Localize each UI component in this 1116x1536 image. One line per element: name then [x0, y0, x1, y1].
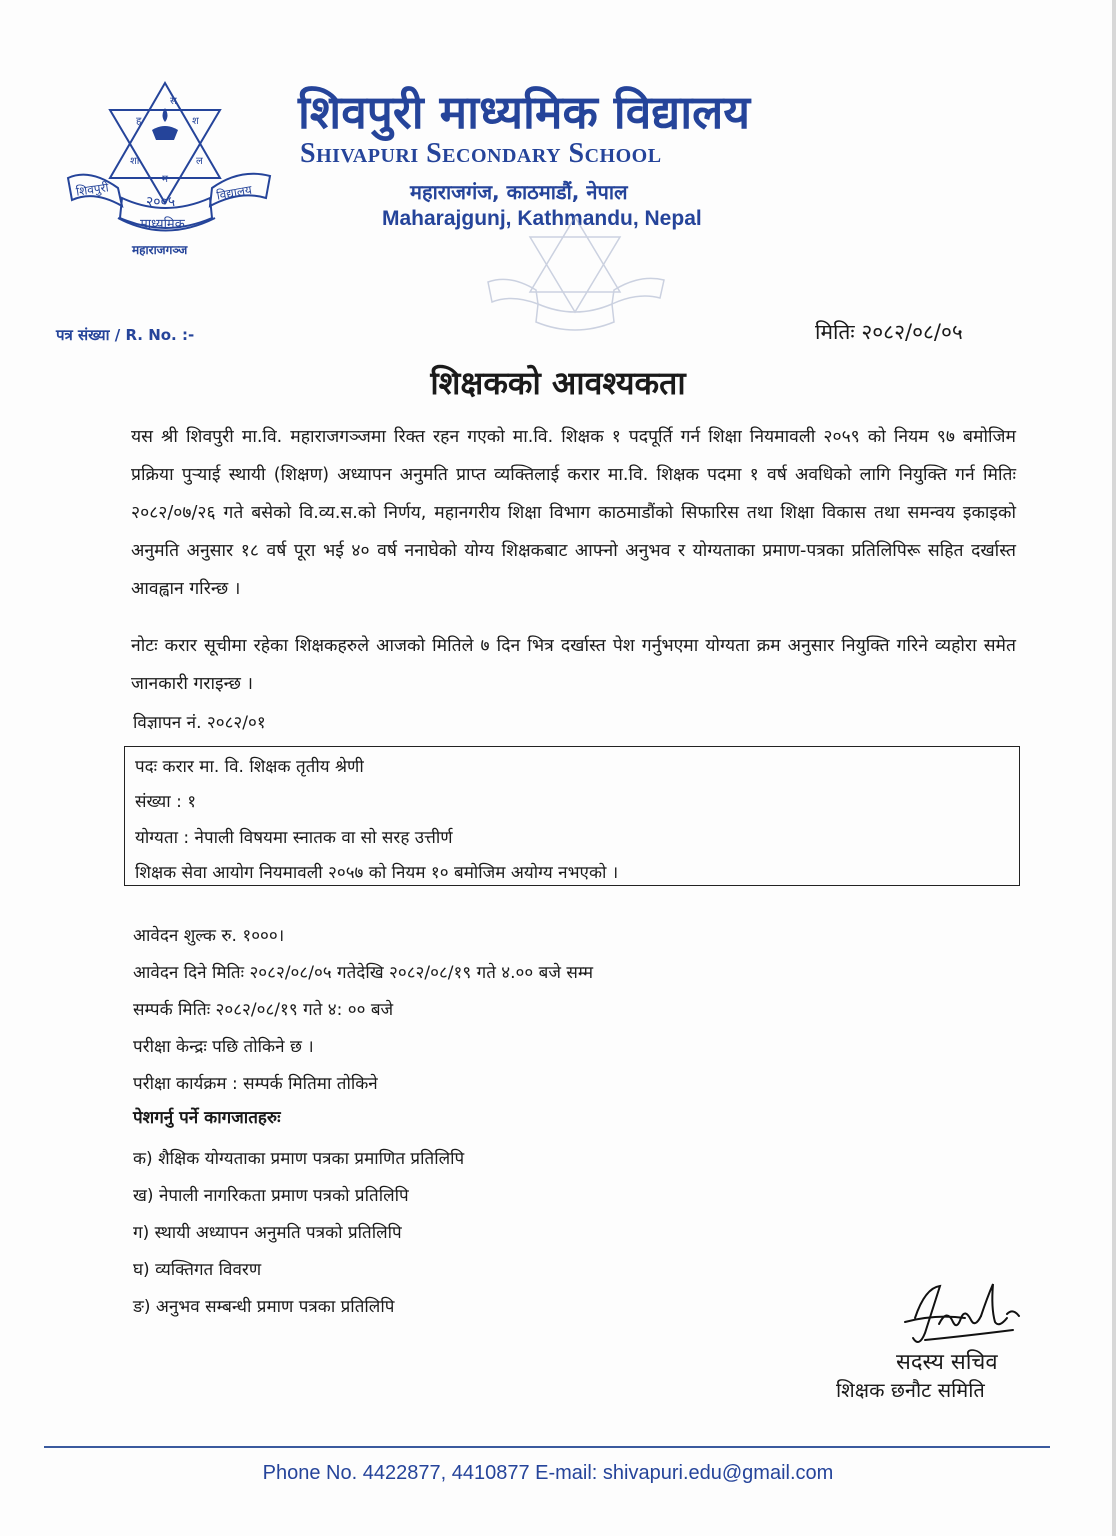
logo-letter-left: ह [136, 116, 142, 127]
logo-letter-top: स [170, 96, 177, 107]
application-dates: आवेदन दिने मितिः २०८२/०८/०५ गतेदेखि २०८२/०८/१९ गते ४.०० बजे सम्म [133, 963, 594, 983]
post-details-box [124, 746, 1020, 886]
logo-place: महाराजगञ्ज [132, 243, 188, 257]
exam-center: परीक्षा केन्द्रः पछि तोकिने छ । [133, 1037, 314, 1057]
count-line: संख्या : १ [135, 792, 197, 812]
address-nepali: महाराजगंज, काठमाडौं, नेपाल [410, 180, 628, 204]
note-paragraph: नोटः करार सूचीमा रहेका शिक्षकहरुले आजको मितिले ७ दिन भित्र दर्खास्त पेश गर्नुभएमा योग्यता क्रम अनुसार नियुक्ति गरिने व्यहोरा समेत जानकारी गराइन्छ । [131, 636, 1016, 694]
exam-schedule: परीक्षा कार्यक्रम : सम्पर्क मितिमा तोकिने [133, 1074, 378, 1094]
contact-date: सम्पर्क मितिः २०८२/०८/१९ गते ४: ०० बजे [133, 1000, 394, 1020]
signatory-role: सदस्य सचिव [896, 1350, 998, 1375]
logo-letter-bottom: म [162, 174, 168, 185]
logo-banner-right: विद्यालय [215, 182, 253, 203]
page-edge-shadow [1112, 0, 1116, 1536]
school-name-nepali: शिवपुरी माध्यमिक विद्यालय [298, 85, 751, 139]
notice-title: शिक्षकको आवश्यकता [430, 364, 686, 402]
document-item: ख) नेपाली नागरिकता प्रमाण पत्रको प्रतिलिपि [133, 1186, 409, 1206]
document-item: क) शैक्षिक योग्यताका प्रमाण पत्रका प्रमाणित प्रतिलिपि [133, 1149, 465, 1169]
logo-banner-center: २००५ [146, 194, 176, 210]
eligibility-line: शिक्षक सेवा आयोग नियमावली २०५७ को नियम १० बमोजिम अयोग्य नभएको । [135, 863, 619, 883]
reference-number-label: पत्र संख्या / R. No. :- [56, 326, 195, 344]
footer-divider [44, 1446, 1050, 1448]
post-line: पदः करार मा. वि. शिक्षक तृतीय श्रेणी [135, 757, 364, 777]
advertisement-number: विज्ञापन नं. २०८२/०१ [133, 713, 266, 733]
document-item: ग) स्थायी अध्यापन अनुमति पत्रको प्रतिलिपि [133, 1223, 402, 1243]
footer-contact: Phone No. 4422877, 4410877 E-mail: shivapuri.edu@gmail.com [262, 1462, 834, 1484]
logo-letter-bottom-left: शा [130, 156, 140, 167]
signatory-committee: शिक्षक छनौट समिति [836, 1378, 985, 1402]
letter-date: मितिः २०८२/०८/०५ [815, 320, 963, 344]
school-name-english: Shivapuri Secondary School [300, 138, 662, 169]
logo-letter-right: श [192, 116, 199, 127]
notice-paragraph: यस श्री शिवपुरी मा.वि. महाराजगञ्जमा रिक्त रहन गएको मा.वि. शिक्षक १ पदपूर्ति गर्न शिक्षा नियमावली २०५९ को नियम ९७ बमोजिम प्रक्रिया पुऱ्याई स्थायी (शिक्षण) अध्यापन अनुमति प्राप्त व्यक्तिलाई करार मा.वि. शिक्षक पदमा १ वर्ष अवधिको लागि नियुक्ति गर्न मितिः २०८२/०७/२६ गते बसेको वि.व्य.स.को निर्णय, महानगरीय शिक्षा विभाग काठमाडौंको सिफारिस तथा शिक्षा विकास तथा समन्वय इकाइको अनुमति अनुसार १८ वर्ष पूरा भई ४० वर्ष ननाघेको योग्य शिक्षकबाट आफ्नो अनुभव र योग्यताका प्रमाण-पत्रका प्रतिलिपिरू सहित दर्खास्त आवह्वान गरिन्छ । [131, 427, 1016, 599]
school-logo [60, 78, 290, 268]
document-item: घ) व्यक्तिगत विवरण [133, 1260, 262, 1280]
address-english: Maharajgunj, Kathmandu, Nepal [382, 207, 702, 230]
document-item: ङ) अनुभव सम्बन्धी प्रमाण पत्रका प्रतिलिपि [133, 1297, 395, 1317]
logo-banner-left: शिवपुरी [75, 180, 110, 199]
school-stamp-watermark [480, 212, 670, 347]
logo-letter-bottom-right: ल [196, 156, 203, 167]
application-fee: आवेदन शुल्क रु. १०००। [133, 926, 285, 946]
qualification-line: योग्यता : नेपाली विषयमा स्नातक वा सो सरह उत्तीर्ण [135, 828, 453, 848]
logo-lower-banner: माध्यमिक [140, 217, 185, 232]
documents-heading: पेशगर्नु पर्ने कागजातहरुः [133, 1108, 281, 1128]
